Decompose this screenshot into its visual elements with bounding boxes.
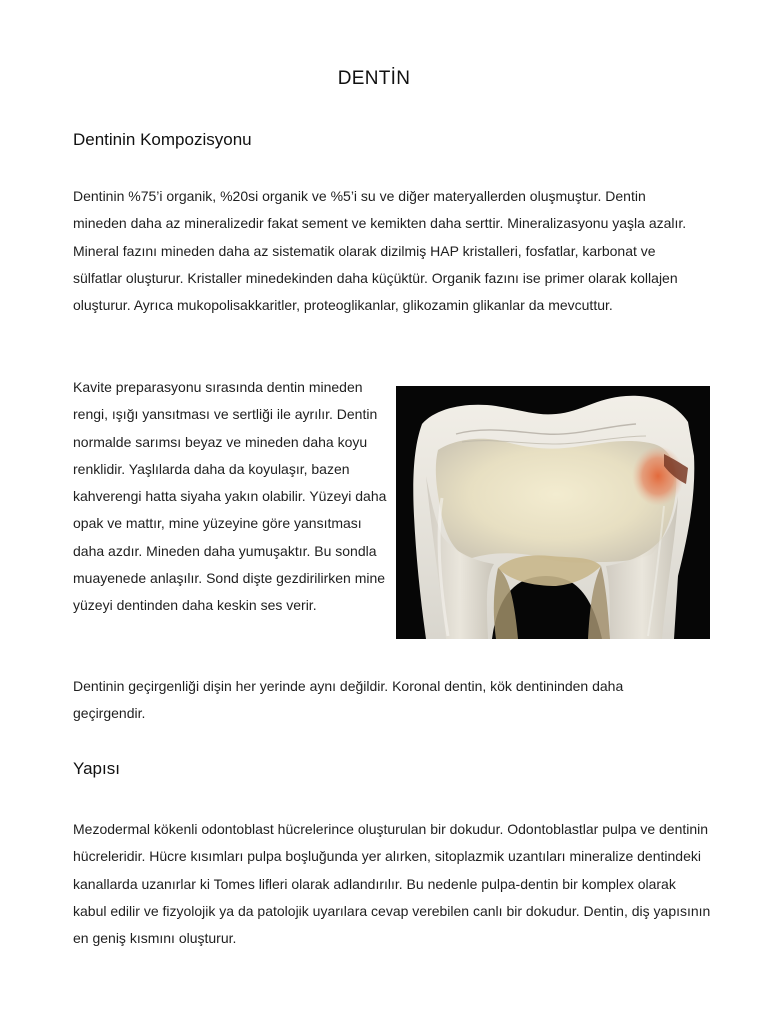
- tooth-cross-section-photo: [396, 386, 710, 639]
- section-heading-composition: Dentinin Kompozisyonu: [73, 130, 252, 149]
- paragraph-cavity-preparation: Kavite preparasyonu sırasında dentin mineden rengi, ışığı yansıtması ve sertliği ile ayrılır. Dentin normalde sarımsı beyaz ve mineden daha koyu renklidir. Yaşlılarda daha da koyulaşır, bazen kahverengi hatta siyaha yakın olabilir. Yüzeyi daha opak ve mattır, mine yüzeyine göre yansıtması daha azdır. Mineden daha yumuşaktır. Bu sondla muayenede anlaşılır. Sond dişte gezdirilirken mine yüzeyi dentinden daha keskin ses verir.: [73, 379, 387, 614]
- paragraph-structure: Mezodermal kökenli odontoblast hücrelerince oluşturulan bir dokudur. Odontoblastlar pulpa ve dentinin hücreleridir. Hücre kısımları pulpa boşluğunda yer alırken, sitoplazmik uzantıları mineralize dentindeki kanallarda uzanırlar ki Tomes lifleri olarak adlandırılır. Bu nedenle pulpa-dentin bir komplex olarak kabul edilir ve fizyolojik ya da patolojik uyarılara cevap verebilen canlı bir dokudur. Dentin, diş yapısının en geniş kısmını oluşturur.: [73, 821, 711, 947]
- section-heading-structure: Yapısı: [73, 759, 120, 778]
- paragraph-composition: Dentinin %75’i organik, %20si organik ve %5’i su ve diğer materyallerden oluşmuştur. Dentin mineden daha az mineralizedir fakat sement ve kemikten daha serttir. Mineralizasyonu yaşla azalır. Mineral fazını mineden daha az sistematik olarak dizilmiş HAP kristalleri, fosfatlar, karbonat ve sülfatlar oluşturur. Kristaller minedekinden daha küçüktür. Organik fazını ise primer olarak kollajen oluşturur. Ayrıca mukopolisakkaritler, proteoglikanlar, glikozamin glikanlar da mevcuttur.: [73, 188, 687, 314]
- paragraph-permeability: Dentinin geçirgenliği dişin her yerinde aynı değildir. Koronal dentin, kök dentininden daha geçirgendir.: [73, 678, 624, 722]
- page-title: DENTİN: [337, 68, 411, 89]
